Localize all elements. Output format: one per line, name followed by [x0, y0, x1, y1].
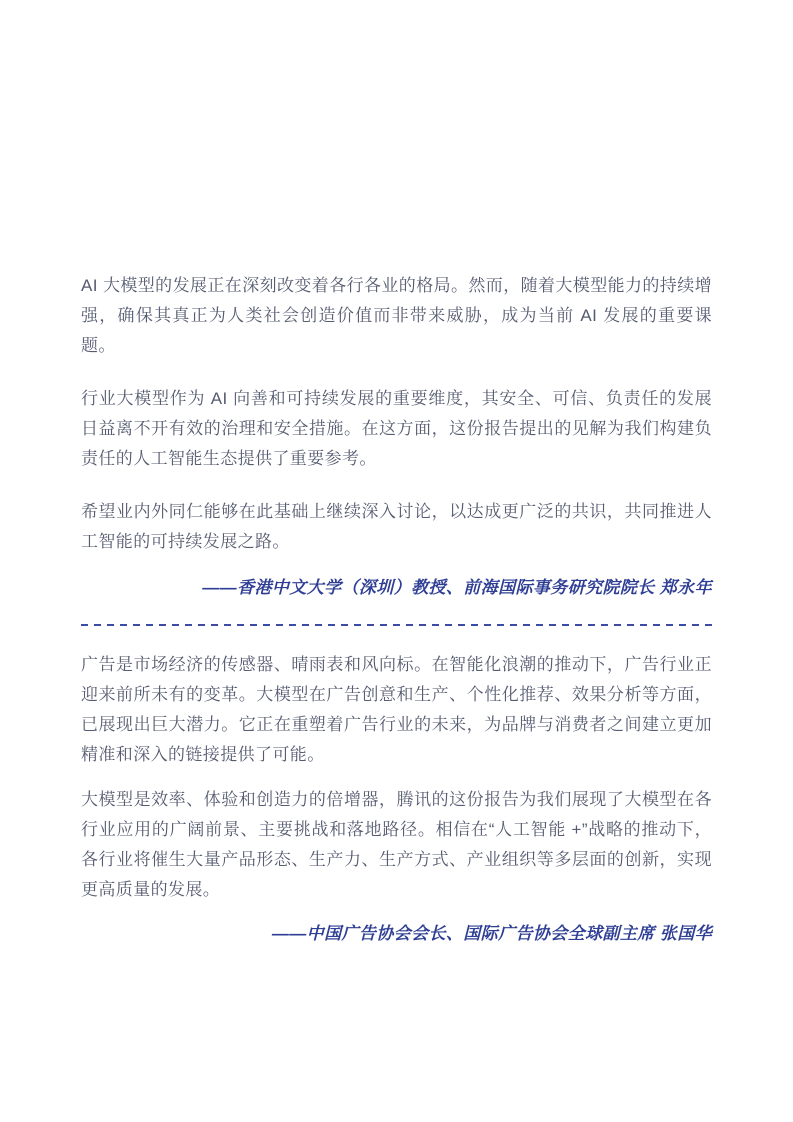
quote1-paragraph-2: 行业大模型作为 AI 向善和可持续发展的重要维度，其安全、可信、负责任的发展日益离不开有效的治理和安全措施。在这方面，这份报告提出的见解为我们构建负责任的人工智能生态提供了重要参考。: [81, 389, 712, 468]
quote2-paragraph-1: 广告是市场经济的传感器、晴雨表和风向标。在智能化浪潮的推动下，广告行业正迎来前所未有的变革。大模型在广告创意和生产、个性化推荐、效果分析等方面，已展现出巨大潜力。它正在重塑着广告行业的未来，为品牌与消费者之间建立更加精准和深入的链接提供了可能。: [81, 655, 712, 764]
attribution-zhang-guohua: ——中国广告协会会长、国际广告协会全球副主席 张国华: [271, 924, 712, 943]
quote1-paragraph-1: AI 大模型的发展正在深刻改变着各行各业的格局。然而，随着大模型能力的持续增强，确保其真正为人类社会创造价值而非带来威胁，成为当前 AI 发展的重要课题。: [81, 276, 712, 355]
quote2-paragraph-2: 大模型是效率、体验和创造力的倍增器，腾讯的这份报告为我们展现了大模型在各行业应用的广阔前景、主要挑战和落地路径。相信在“人工智能 +”战略的推动下，各行业将催生大量产品形态、生产力、生产方式、产业组织等多层面的创新，实现更高质量的发展。: [81, 790, 712, 899]
quote-zhang-guohua: [81, 650, 712, 949]
dashed-divider: [81, 624, 712, 626]
quote-zheng-yongnian: [81, 271, 712, 603]
quote1-paragraph-3: 希望业内外同仁能够在此基础上继续深入讨论，以达成更广泛的共识，共同推进人工智能的可持续发展之路。: [81, 502, 712, 551]
attribution-zheng-yongnian: ——香港中文大学（深圳）教授、前海国际事务研究院院长 郑永年: [202, 578, 712, 597]
